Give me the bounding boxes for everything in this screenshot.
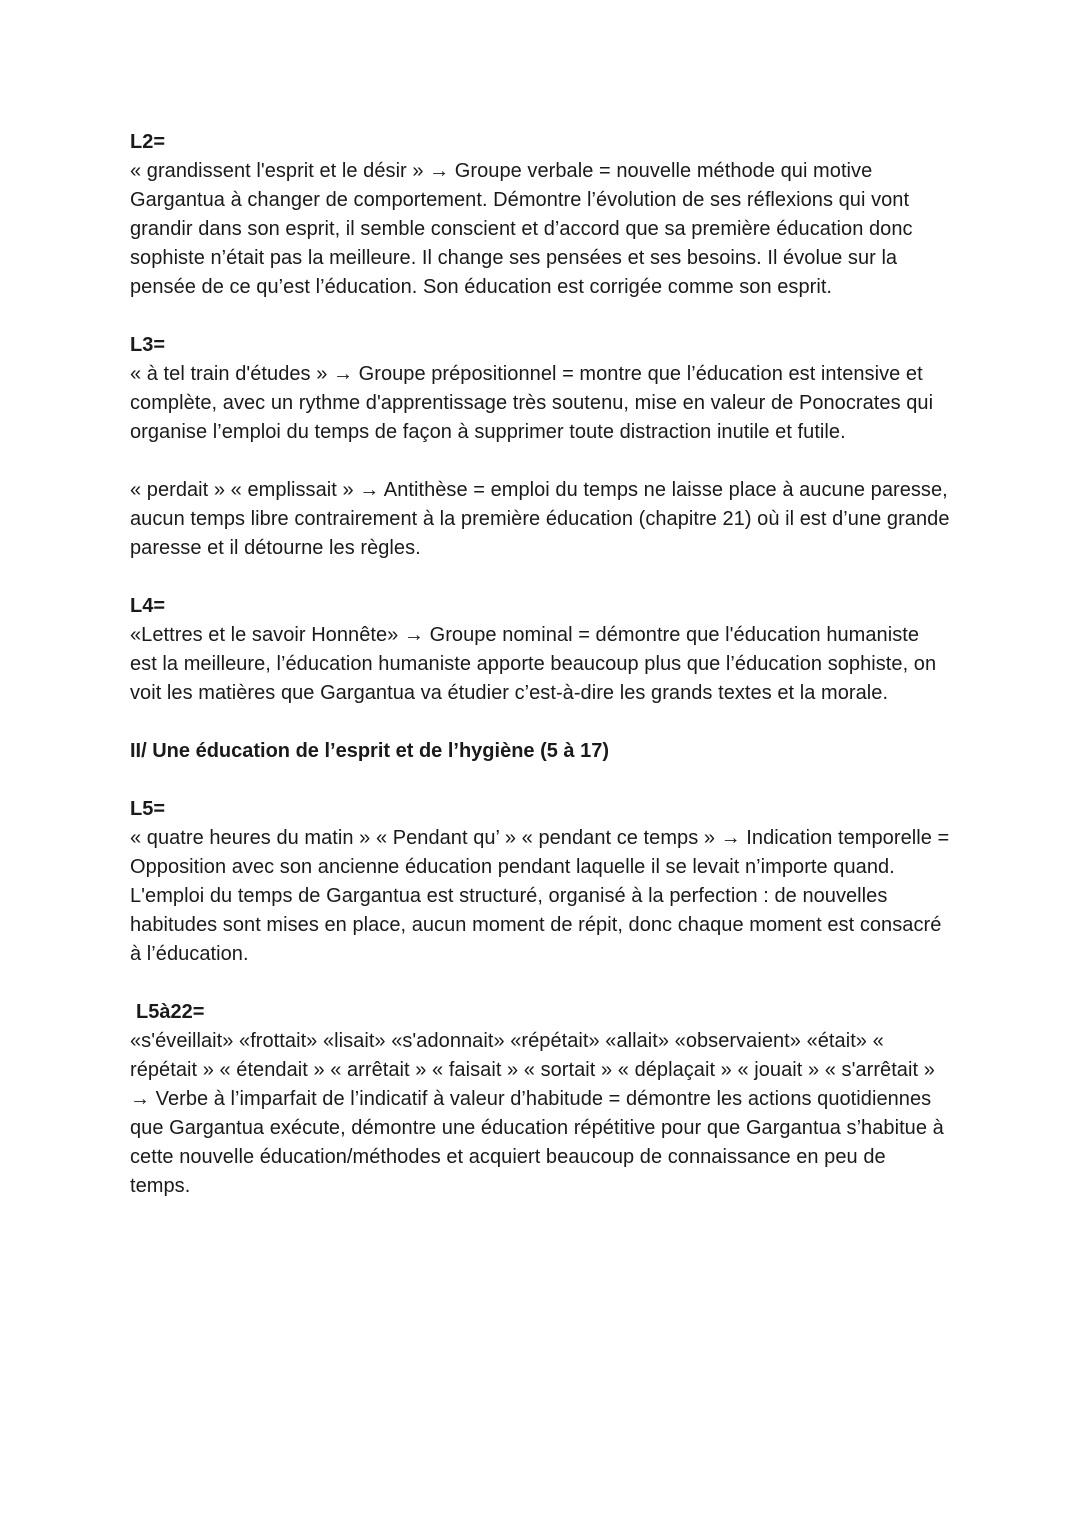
section-l3 [130, 331, 950, 563]
document-page [130, 128, 950, 1201]
paragraph: « à tel train d'études » → Groupe prépositionnel = montre que l’éducation est intensive et complète, avec un rythme d'apprentissage très soutenu, mise en valeur de Ponocrates qui organise l’emploi du temps de façon à supprimer toute distraction inutile et futile. [130, 363, 934, 443]
paragraph: «Lettres et le savoir Honnête» → Groupe nominal = démontre que l'éducation humaniste est la meilleure, l’éducation humaniste apporte beaucoup plus que l’éducation sophiste, on voit les matières que Gargantua va étudier c’est-à-dire les grands textes et la morale. [130, 624, 937, 704]
paragraph: «s'éveillait» «frottait» «lisait» «s'adonnait» «répétait» «allait» «observaient» «était» « répétait » « étendait » « arrêtait » « faisait » « sortait » « déplaçait » « jouait » « s'arrêtait » → Verbe à l’imparfait de l’indicatif à valeur d’habitude = démontre les actions quotidiennes que Gargantua exécute, démontre une éducation répétitive pour que Gargantua s’habitue à cette nouvelle éducation/méthodes et acquiert beaucoup de connaissance en peu de temps. [130, 1030, 944, 1197]
section-heading: L3= [130, 334, 166, 356]
section-l5 [130, 795, 950, 969]
section-l4 [130, 592, 950, 708]
part-title: II/ Une éducation de l’esprit et de l’hygiène (5 à 17) [130, 740, 610, 762]
paragraph: « grandissent l'esprit et le désir » → Groupe verbale = nouvelle méthode qui motive Gargantua à changer de comportement. Démontre l’évolution de ses réflexions qui vont grandir dans son esprit, il semble conscient et d’accord que sa première éducation donc sophiste n’était pas la meilleure. Il change ses pensées et ses besoins. Il évolue sur la pensée de ce qu’est l’éducation. Son éducation est corrigée comme son esprit. [130, 160, 913, 298]
section-heading: L2= [130, 131, 166, 153]
section-heading: L5= [130, 798, 166, 820]
paragraph: « quatre heures du matin » « Pendant qu’ » « pendant ce temps » → Indication temporelle = Opposition avec son ancienne éducation pendant laquelle il se levait n’importe quand. L'emploi du temps de Gargantua est structuré, organisé à la perfection : de nouvelles habitudes sont mises en place, aucun moment de répit, donc chaque moment est consacré à l’éducation. [130, 827, 950, 965]
section-heading: L4= [130, 595, 166, 617]
section-l2 [130, 128, 950, 302]
section-l5a22 [130, 998, 950, 1201]
section-heading: L5à22= [136, 1001, 205, 1023]
paragraph: « perdait » « emplissait » → Antithèse = emploi du temps ne laisse place à aucune paresse, aucun temps libre contrairement à la première éducation (chapitre 21) où il est d’une grande paresse et il détourne les règles. [130, 479, 950, 559]
